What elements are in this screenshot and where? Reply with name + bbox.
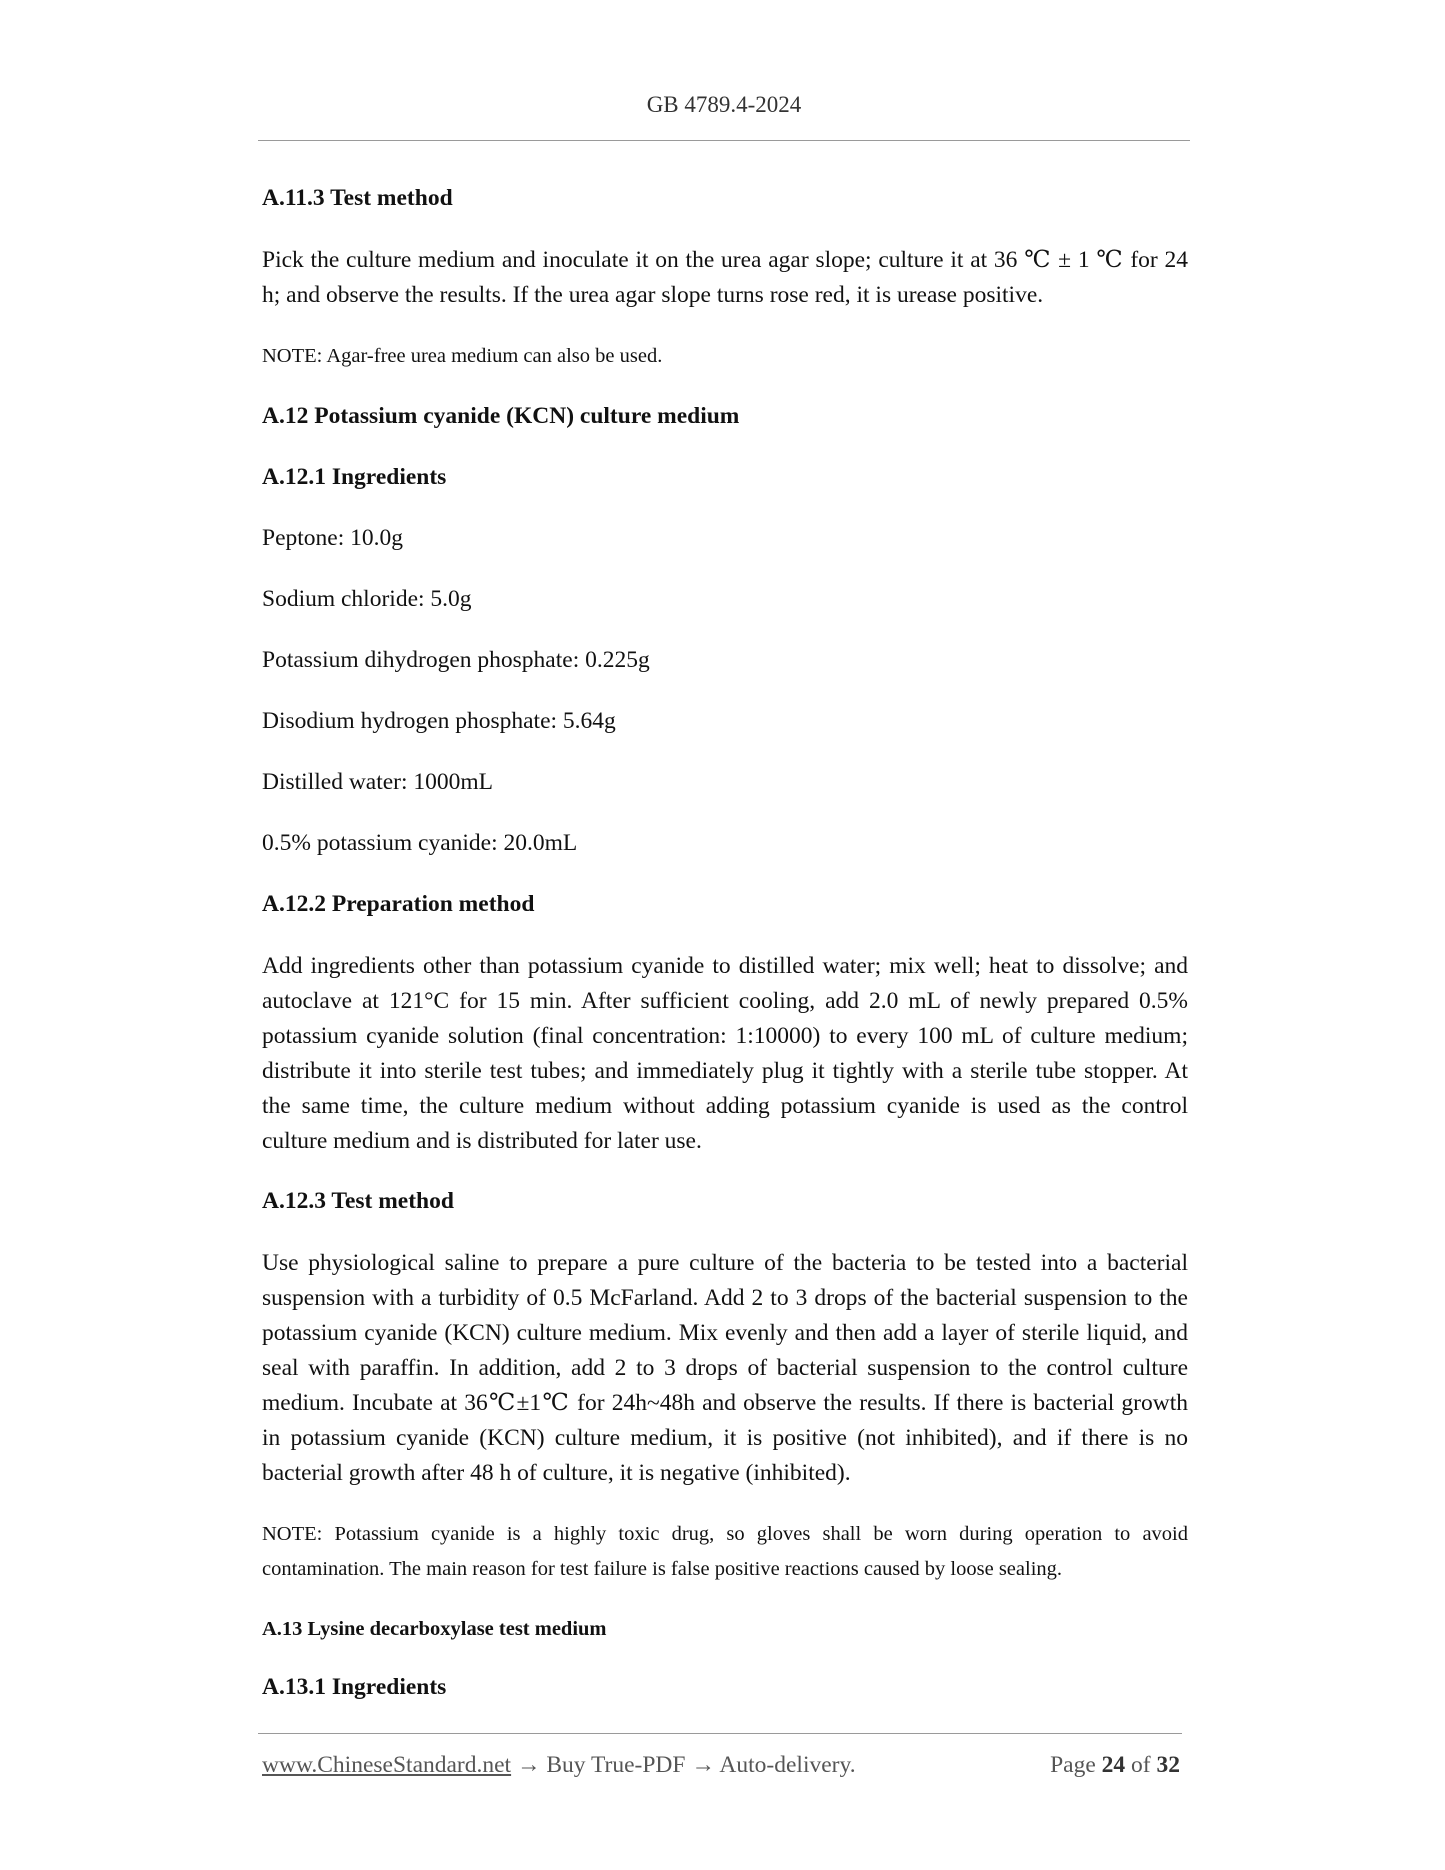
section-heading-a12-3: A.12.3 Test method [262,1188,454,1214]
footer-promo [262,1752,856,1779]
ingredient-item: Disodium hydrogen phosphate: 5.64g [262,708,616,734]
arrow-right-icon: → [691,1752,715,1778]
header-divider [258,140,1190,141]
paragraph-a11-3: Pick the culture medium and inoculate it on the urea agar slope; culture it at 36 ℃ ± 1 ℃ for 24 h; and observe the results. If the urea agar slope turns rose red, it is urease positive. [262,247,1188,308]
note-a12-3: NOTE: Potassium cyanide is a highly toxic drug, so gloves shall be worn during operation to avoid contamination. The main reason for test failure is false positive reactions caused by loose sealing. [262,1523,1188,1580]
ingredient-item: Peptone: 10.0g [262,525,403,551]
page-label: Page [1050,1752,1096,1778]
buy-pdf-text: Buy True-PDF [546,1752,686,1778]
section-heading-a13-1: A.13.1 Ingredients [262,1674,447,1700]
auto-delivery-text: Auto-delivery. [719,1752,856,1778]
ingredient-item: Potassium dihydrogen phosphate: 0.225g [262,647,650,673]
section-heading-a12-1: A.12.1 Ingredients [262,464,447,490]
page-counter [1050,1752,1180,1779]
arrow-right-icon: → [516,1752,541,1778]
of-label: of [1131,1752,1151,1778]
document-body [262,182,1188,1732]
footer-divider [258,1733,1182,1734]
ingredient-item: Distilled water: 1000mL [262,769,494,795]
section-heading-a13: A.13 Lysine decarboxylase test medium [262,1618,607,1640]
section-heading-a11-3: A.11.3 Test method [262,185,453,211]
paragraph-a12-2: Add ingredients other than potassium cyanide to distilled water; mix well; heat to dissolve; and autoclave at 121°C for 15 min. After sufficient cooling, add 2.0 mL of newly prepared 0.5% potassium cyanide solution (final concentration: 1:10000) to every 100 mL of culture medium; distribute it into sterile test tubes; and immediately plug it tightly with a sterile tube stopper. At the same time, the culture medium without adding potassium cyanide is used as the control culture medium and is distributed for later use. [262,953,1188,1154]
page-header: GB 4789.4-2024 [646,92,802,117]
current-page-number: 24 [1101,1752,1126,1778]
paragraph-a12-3: Use physiological saline to prepare a pure culture of the bacteria to be tested into a bacterial suspension with a turbidity of 0.5 McFarland. Add 2 to 3 drops of the bacterial suspension to the potassium cyanide (KCN) culture medium. Mix evenly and then add a layer of sterile liquid, and seal with paraffin. In addition, add 2 to 3 drops of bacterial suspension to the control culture medium. Incubate at 36℃±1℃ for 24h~48h and observe the results. If there is bacterial growth in potassium cyanide (KCN) culture medium, it is positive (not inhibited), and if there is no bacterial growth after 48 h of culture, it is negative (inhibited). [262,1250,1188,1486]
ingredient-item: Sodium chloride: 5.0g [262,586,472,612]
section-heading-a12-2: A.12.2 Preparation method [262,891,535,917]
total-pages-number: 32 [1156,1752,1180,1778]
site-link[interactable]: www.ChineseStandard.net [262,1752,512,1778]
note-a11-3: NOTE: Agar-free urea medium can also be used. [262,345,663,367]
section-heading-a12: A.12 Potassium cyanide (KCN) culture medium [262,403,740,429]
ingredient-item: 0.5% potassium cyanide: 20.0mL [262,830,578,856]
